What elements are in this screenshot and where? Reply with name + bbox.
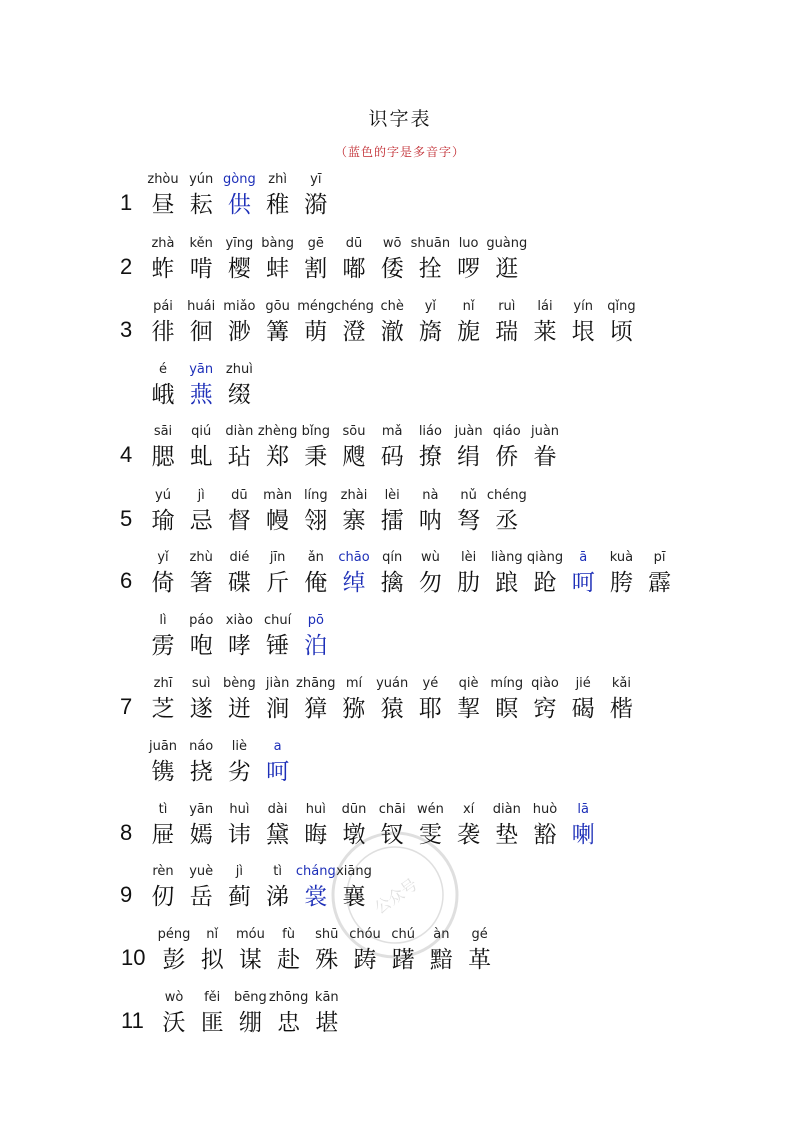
pinyin-label: qiè (458, 676, 479, 691)
row-number: 8 (120, 820, 133, 845)
pinyin-label: dū (231, 488, 248, 503)
hanzi-character: 翎 (304, 508, 328, 534)
hanzi-character: 猕 (342, 696, 366, 722)
pinyin-label: qiàng (526, 550, 564, 565)
pinyin-label: lì (159, 613, 167, 628)
pinyin-label: yī (310, 172, 322, 187)
pinyin-label: yún (189, 172, 214, 187)
hanzi-character: 蚌 (266, 256, 290, 282)
pinyin-label: juàn (530, 424, 560, 439)
pinyin-label: cháng (295, 864, 336, 879)
hanzi-character: 劣 (227, 759, 251, 785)
pinyin-label: màn (263, 488, 293, 503)
pinyin-label: suì (191, 676, 211, 691)
pinyin-label: kuà (609, 550, 634, 565)
row-number: 2 (120, 254, 133, 279)
pinyin-label: sōu (342, 424, 366, 439)
hanzi-character: 瑜 (151, 508, 175, 534)
hanzi-character: 峨 (151, 382, 175, 408)
pinyin-label: zhù (189, 550, 213, 565)
hanzi-character: 窍 (533, 696, 557, 722)
pinyin-label: huái (187, 299, 216, 314)
pinyin-label: liàng (490, 550, 523, 565)
pinyin-label: móu (235, 927, 265, 942)
hanzi-character: 耶 (418, 696, 442, 722)
hanzi-character: 胯 (609, 570, 633, 596)
pinyin-label: ā (579, 550, 588, 565)
hanzi-character: 绰 (342, 570, 366, 596)
pinyin-label: diàn (492, 802, 521, 817)
hanzi-character: 忌 (189, 508, 213, 534)
pinyin-label: liáo (418, 424, 442, 439)
pinyin-label: yé (422, 676, 439, 691)
pinyin-label: yǐ (157, 550, 169, 565)
pinyin-label: tì (158, 802, 168, 817)
hanzi-character: 墩 (342, 822, 366, 848)
hanzi-character: 擂 (380, 508, 404, 534)
pinyin-label: sāi (153, 424, 173, 439)
pinyin-label: líng (303, 488, 328, 503)
pinyin-label: nǐ (462, 299, 475, 314)
pinyin-label: bàng (261, 236, 294, 251)
hanzi-character: 嘟 (342, 256, 366, 282)
pinyin-label: zhòu (147, 172, 179, 187)
pinyin-label: yīng (225, 236, 254, 251)
pinyin-label: bèng (223, 676, 256, 691)
pinyin-label: dūn (341, 802, 367, 817)
pinyin-label: miǎo (223, 299, 256, 314)
pinyin-label: shuān (410, 236, 451, 251)
pinyin-label: qiú (191, 424, 212, 439)
pinyin-label: rèn (152, 864, 174, 879)
pinyin-label: zhài (340, 488, 368, 503)
hanzi-character: 蓟 (227, 884, 251, 910)
hanzi-character: 莱 (533, 319, 557, 345)
hanzi-character: 挠 (189, 759, 213, 785)
pinyin-label: chè (380, 299, 404, 314)
hanzi-character: 獐 (304, 696, 328, 722)
pinyin-label: qǐng (607, 299, 636, 314)
hanzi-character: 徊 (189, 319, 213, 345)
pinyin-label: pái (153, 299, 173, 314)
table-row (0, 488, 800, 548)
pinyin-label: ruì (498, 299, 516, 314)
row-number: 4 (120, 442, 133, 467)
table-row (0, 864, 800, 924)
pinyin-label: jì (197, 488, 205, 503)
pinyin-label: zhāng (296, 676, 336, 691)
pinyin-label: náo (189, 739, 214, 754)
pinyin-label: bēng (234, 990, 267, 1005)
pinyin-label: chú (391, 927, 416, 942)
pinyin-label: pō (307, 613, 324, 628)
hanzi-character: 箸 (189, 570, 213, 596)
hanzi-character: 徘 (151, 319, 175, 345)
pinyin-label: shū (315, 927, 339, 942)
hanzi-character: 昼 (151, 192, 175, 218)
pinyin-label: juān (148, 739, 178, 754)
row-number: 6 (120, 568, 133, 593)
table-row (0, 550, 800, 610)
pinyin-label: lái (537, 299, 553, 314)
hanzi-character: 逛 (495, 256, 519, 282)
pinyin-label: mǎ (381, 424, 403, 439)
hanzi-character: 旖 (418, 319, 442, 345)
pinyin-label: huì (305, 802, 326, 817)
pinyin-label: jì (235, 864, 244, 879)
hanzi-character: 秉 (304, 444, 328, 470)
hanzi-character: 躇 (391, 947, 415, 973)
pinyin-label: fěi (204, 990, 221, 1005)
hanzi-character: 泊 (304, 633, 328, 659)
hanzi-character: 涕 (266, 884, 290, 910)
hanzi-character: 耘 (189, 192, 213, 218)
hanzi-character: 旎 (457, 319, 481, 345)
table-row (0, 802, 800, 862)
pinyin-label: yuán (376, 676, 409, 691)
pinyin-label: chāo (338, 550, 370, 565)
hanzi-character: 匪 (200, 1010, 224, 1036)
hanzi-character: 赴 (277, 947, 301, 973)
hanzi-character: 腮 (151, 444, 175, 470)
pinyin-label: tì (273, 864, 282, 879)
pinyin-label: liè (231, 739, 248, 754)
page-subtitle: （蓝色的字是多音字） (334, 145, 465, 159)
hanzi-character: 瑞 (495, 319, 519, 345)
hanzi-character: 玷 (227, 444, 251, 470)
hanzi-character: 萌 (304, 319, 328, 345)
pinyin-label: chéng (334, 299, 374, 314)
hanzi-character: 挈 (457, 696, 481, 722)
pinyin-label: wén (416, 802, 444, 817)
pinyin-label: fù (282, 927, 296, 942)
hanzi-character: 襄 (342, 884, 366, 910)
row-number: 1 (120, 190, 133, 215)
hanzi-character: 幔 (266, 508, 290, 534)
hanzi-character: 勿 (418, 570, 442, 596)
row-number: 3 (120, 317, 133, 342)
table-row (0, 927, 800, 987)
hanzi-character: 渺 (227, 319, 251, 345)
pinyin-label: yín (573, 299, 593, 314)
hanzi-character: 澄 (342, 319, 366, 345)
pinyin-label: qín (382, 550, 403, 565)
hanzi-character: 郑 (266, 444, 290, 470)
pinyin-label: nǔ (460, 488, 477, 503)
hanzi-character: 垠 (571, 319, 595, 345)
pinyin-label: chāi (378, 802, 406, 817)
hanzi-character: 督 (227, 508, 251, 534)
hanzi-character: 呐 (418, 508, 442, 534)
hanzi-character: 俺 (304, 570, 328, 596)
hanzi-character: 瞑 (495, 696, 519, 722)
hanzi-character: 钗 (380, 822, 404, 848)
hanzi-character: 芝 (151, 696, 175, 722)
pinyin-label: a (273, 739, 282, 754)
pinyin-label: mí (345, 676, 363, 691)
hanzi-character: 袭 (457, 822, 481, 848)
pinyin-label: yuè (189, 864, 214, 879)
row-number: 10 (121, 945, 146, 970)
hanzi-character: 遂 (189, 696, 213, 722)
hanzi-character: 踌 (353, 947, 377, 973)
hanzi-character: 弩 (457, 508, 481, 534)
pinyin-label: jīn (269, 550, 286, 565)
hanzi-character: 侨 (495, 444, 519, 470)
pinyin-label: xiào (225, 613, 254, 628)
hanzi-character: 岳 (189, 884, 213, 910)
pinyin-label: chuí (263, 613, 292, 628)
hanzi-character: 踉 (495, 570, 519, 596)
hanzi-character: 丞 (495, 508, 519, 534)
pinyin-label: méng (297, 299, 335, 314)
table-row (0, 990, 800, 1050)
table-row (0, 739, 800, 799)
pinyin-label: bǐng (301, 424, 330, 439)
pinyin-label: kěn (189, 236, 213, 251)
hanzi-character: 眷 (533, 444, 557, 470)
pinyin-label: lā (577, 802, 589, 817)
table-row (0, 362, 800, 422)
hanzi-character: 沃 (162, 1010, 186, 1036)
table-row (0, 424, 800, 484)
hanzi-character: 供 (227, 192, 251, 218)
hanzi-character: 黛 (266, 822, 290, 848)
hanzi-character: 漪 (304, 192, 328, 218)
pinyin-label: wù (420, 550, 440, 565)
pinyin-label: àn (433, 927, 450, 942)
pinyin-label: yǐ (424, 299, 437, 314)
svg-text:公众号: 公众号 (370, 874, 421, 918)
hanzi-character: 屉 (151, 822, 175, 848)
hanzi-character: 碣 (571, 696, 595, 722)
hanzi-character: 迸 (227, 696, 251, 722)
pinyin-label: é (159, 362, 167, 377)
pinyin-label: wō (382, 236, 402, 251)
hanzi-character: 哮 (227, 633, 251, 659)
pinyin-label: kān (314, 990, 339, 1005)
hanzi-character: 倭 (380, 256, 404, 282)
pinyin-label: zhà (151, 236, 175, 251)
pinyin-label: nà (422, 488, 439, 503)
hanzi-character: 豁 (533, 822, 557, 848)
pinyin-label: dū (345, 236, 363, 251)
pinyin-label: guàng (486, 236, 528, 251)
pinyin-label: ǎn (307, 550, 324, 565)
hanzi-character: 楷 (609, 696, 633, 722)
pinyin-label: juàn (454, 424, 483, 439)
pinyin-label: zhōng (268, 990, 309, 1005)
pinyin-label: yān (189, 362, 214, 377)
pinyin-label: xiāng (336, 864, 372, 879)
hanzi-character: 倚 (151, 570, 175, 596)
pinyin-label: gē (307, 236, 324, 251)
hanzi-character: 拟 (200, 947, 224, 973)
page-title: 识字表 (368, 108, 432, 130)
hanzi-character: 谋 (238, 947, 262, 973)
pinyin-label: lèi (384, 488, 400, 503)
hanzi-character: 跄 (533, 570, 557, 596)
row-number: 11 (121, 1008, 144, 1033)
table-row (0, 172, 800, 232)
hanzi-character: 晦 (304, 822, 328, 848)
pinyin-label: chéng (486, 488, 527, 503)
hanzi-character: 啃 (189, 256, 213, 282)
hanzi-character: 肋 (457, 570, 481, 596)
hanzi-character: 猿 (380, 696, 404, 722)
pinyin-label: zhī (153, 676, 173, 691)
pinyin-label: diàn (225, 424, 254, 439)
hanzi-character: 蚱 (151, 256, 175, 282)
hanzi-character: 绢 (457, 444, 481, 470)
hanzi-character: 呵 (571, 570, 595, 596)
hanzi-character: 雳 (151, 633, 175, 659)
hanzi-character: 燕 (189, 382, 213, 408)
row-number: 5 (120, 506, 133, 531)
hanzi-character: 黯 (429, 947, 453, 973)
pinyin-label: péng (157, 927, 191, 942)
pinyin-label: xí (462, 802, 475, 817)
hanzi-character: 澈 (380, 319, 404, 345)
pinyin-label: dài (267, 802, 288, 817)
hanzi-character: 涧 (266, 696, 290, 722)
hanzi-character: 咆 (189, 633, 213, 659)
hanzi-character: 绷 (238, 1010, 262, 1036)
hanzi-character: 雯 (418, 822, 442, 848)
hanzi-character: 碟 (227, 570, 251, 596)
pinyin-label: wò (164, 990, 184, 1005)
hanzi-character: 擒 (380, 570, 404, 596)
pinyin-label: luo (458, 236, 479, 251)
hanzi-character: 霹 (648, 570, 672, 596)
hanzi-character: 讳 (227, 822, 251, 848)
pinyin-label: zhuì (225, 362, 253, 377)
table-row (0, 299, 800, 359)
hanzi-character: 稚 (266, 192, 290, 218)
hanzi-character: 殊 (315, 947, 339, 973)
hanzi-character: 呵 (266, 759, 290, 785)
row-number: 7 (120, 694, 133, 719)
pinyin-label: chóu (349, 927, 381, 942)
row-number: 9 (120, 882, 133, 907)
pinyin-label: gōu (265, 299, 290, 314)
hanzi-character: 仞 (151, 884, 175, 910)
hanzi-character: 樱 (227, 256, 251, 282)
hanzi-character: 拴 (418, 256, 442, 282)
hanzi-character: 寨 (342, 508, 366, 534)
pinyin-label: dié (229, 550, 250, 565)
pinyin-label: gòng (223, 172, 256, 187)
pinyin-label: lèi (460, 550, 477, 565)
pinyin-label: zhì (268, 172, 287, 187)
pinyin-label: gé (471, 927, 488, 942)
hanzi-character: 镌 (151, 759, 175, 785)
hanzi-character: 撩 (418, 444, 442, 470)
hanzi-character: 飕 (342, 444, 366, 470)
hanzi-character: 革 (468, 947, 492, 973)
table-row (0, 613, 800, 673)
pinyin-label: kǎi (611, 676, 631, 691)
hanzi-character: 割 (304, 256, 328, 282)
hanzi-character: 啰 (457, 256, 481, 282)
pinyin-label: yú (155, 488, 171, 503)
hanzi-character: 顷 (609, 319, 633, 345)
hanzi-character: 斤 (266, 570, 290, 596)
pinyin-label: páo (189, 613, 214, 628)
pinyin-label: jié (575, 676, 591, 691)
pinyin-label: zhèng (257, 424, 298, 439)
pinyin-label: huì (229, 802, 250, 817)
hanzi-character: 堪 (315, 1010, 339, 1036)
table-row (0, 676, 800, 736)
hanzi-character: 喇 (571, 822, 595, 848)
pinyin-label: qiáo (492, 424, 521, 439)
pinyin-label: míng (490, 676, 524, 691)
hanzi-character: 裳 (304, 884, 328, 910)
hanzi-character: 码 (380, 444, 404, 470)
hanzi-character: 篝 (266, 319, 290, 345)
hanzi-character: 嫣 (189, 822, 213, 848)
pinyin-label: yān (189, 802, 214, 817)
pinyin-label: qiào (531, 676, 559, 691)
hanzi-character: 彭 (162, 947, 186, 973)
pinyin-label: jiàn (265, 676, 290, 691)
pinyin-label: huò (532, 802, 558, 817)
hanzi-character: 锤 (266, 633, 290, 659)
pinyin-label: pī (653, 550, 666, 565)
pinyin-label: nǐ (206, 927, 219, 942)
hanzi-character: 缀 (227, 382, 251, 408)
hanzi-character: 忠 (277, 1010, 301, 1036)
table-row (0, 236, 800, 296)
hanzi-character: 虬 (189, 444, 213, 470)
hanzi-character: 垫 (495, 822, 519, 848)
